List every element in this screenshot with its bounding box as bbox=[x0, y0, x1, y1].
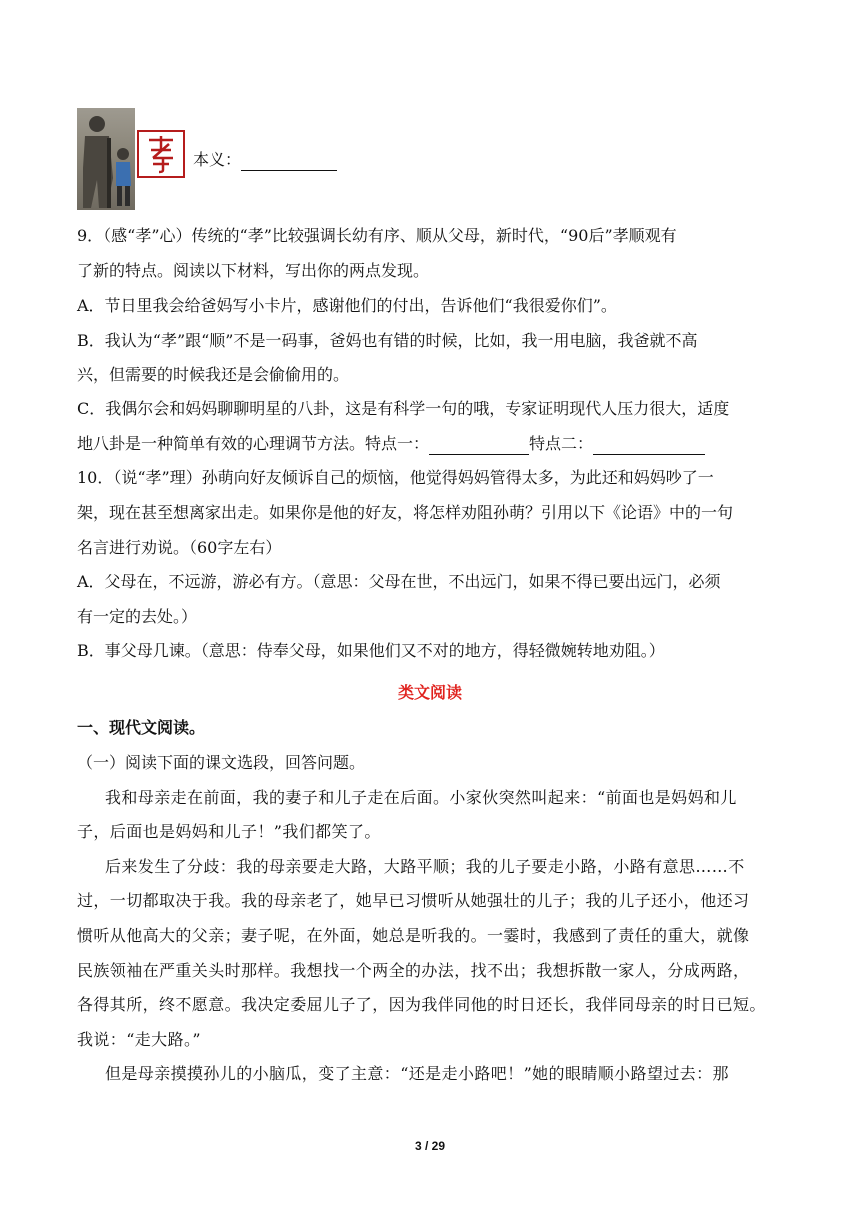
passage-line: 我说：“走大路。” bbox=[77, 1030, 201, 1049]
q9-option-b-1: B．我认为“孝”跟“顺”不是一码事，爸妈也有错的时候，比如，我一用电脑，我爸就不高 bbox=[77, 331, 698, 350]
q9-line-1: 9．（感“孝”心）传统的“孝”比较强调长幼有序、顺从父母，新时代，“90后”孝顺观有 bbox=[77, 226, 677, 245]
q9-option-c-1: C．我偶尔会和妈妈聊聊明星的八卦，这是有科学一句的哦，专家证明现代人压力很大，适度 bbox=[77, 399, 730, 418]
passage-line: 我和母亲走在前面，我的妻子和儿子走在后面。小家伙突然叫起来：“前面也是妈妈和儿 bbox=[105, 788, 737, 807]
passage-line: 过，一切都取决于我。我的母亲老了，她早已习惯听从她强壮的儿子；我的儿子还小，他还习 bbox=[77, 891, 750, 910]
passage-line: 各得其所，终不愿意。我决定委屈儿子了，因为我伴同他的时日还长，我伴同母亲的时日已短。 bbox=[77, 995, 766, 1014]
feature-2-blank[interactable] bbox=[593, 438, 705, 455]
passage-line: 后来发生了分歧：我的母亲要走大路，大路平顺；我的儿子要走小路，小路有意思……不 bbox=[105, 857, 745, 876]
q10-option-a-2: 有一定的去处。） bbox=[77, 607, 198, 626]
feature-1-blank[interactable] bbox=[429, 438, 529, 455]
passage-line: 但是母亲摸摸孙儿的小脑瓜，变了主意：“还是走小路吧！”她的眼睛顺小路望过去：那 bbox=[105, 1064, 729, 1083]
original-meaning-prompt bbox=[193, 149, 337, 171]
passage-line: 民族领袖在严重关头时那样。我想找一个两全的办法，找不出；我想拆散一家人，分成两路， bbox=[77, 961, 750, 980]
elder-and-child-photo bbox=[77, 108, 135, 210]
passage-line: 子，后面也是妈妈和儿子！”我们都笑了。 bbox=[77, 822, 381, 841]
q9-option-c-2 bbox=[77, 433, 783, 455]
sub-1-title: （一）阅读下面的课文选段，回答问题。 bbox=[77, 753, 366, 772]
q9-c2-text-b: 特点二： bbox=[529, 434, 594, 453]
seal-character-xiao bbox=[137, 130, 185, 178]
q9-option-b-2: 兴，但需要的时候我还是会偷偷用的。 bbox=[77, 365, 350, 384]
passage-line: 惯听从他高大的父亲；妻子呢，在外面，她总是听我的。一霎时，我感到了责任的重大，就像 bbox=[77, 926, 750, 945]
q10-option-a-1: A．父母在，不远游，游必有方。（意思：父母在世，不出远门，如果不得已要出远门，必须 bbox=[77, 572, 721, 591]
q10-line-2: 架，现在甚至想离家出走。如果你是他的好友，将怎样劝阻孙萌？引用以下《论语》中的一句 bbox=[77, 503, 734, 522]
section-title: 类文阅读 bbox=[397, 683, 462, 702]
part-1-title: 一、现代文阅读。 bbox=[77, 718, 206, 737]
q10-option-b: B．事父母几谏。（意思：侍奉父母，如果他们又不对的地方，得轻微婉转地劝阻。） bbox=[77, 641, 665, 660]
answer-blank[interactable] bbox=[241, 154, 337, 171]
q9-c2-text-a: 地八卦是一种简单有效的心理调节方法。特点一： bbox=[77, 434, 430, 453]
original-meaning-label: 本义： bbox=[193, 150, 242, 169]
page-number: 3 / 29 bbox=[414, 1139, 446, 1153]
q9-line-2: 了新的特点。阅读以下材料，写出你的两点发现。 bbox=[77, 261, 430, 280]
illustration bbox=[77, 108, 187, 210]
q10-line-1: 10．（说“孝”理）孙萌向好友倾诉自己的烦恼，他觉得妈妈管得太多，为此还和妈妈吵了一 bbox=[77, 468, 714, 487]
q9-option-a: A．节日里我会给爸妈写小卡片，感谢他们的付出，告诉他们“我很爱你们”。 bbox=[77, 296, 617, 315]
q10-line-3: 名言进行劝说。（60字左右） bbox=[77, 538, 282, 557]
